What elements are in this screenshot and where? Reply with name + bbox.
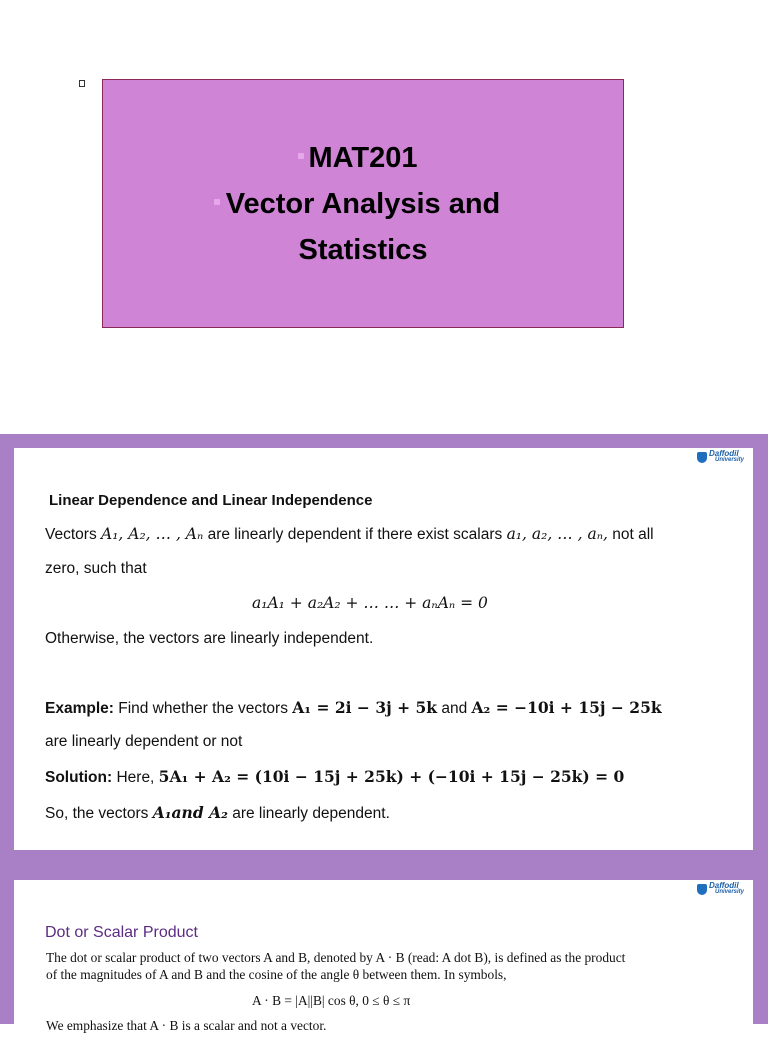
independence-note: Otherwise, the vectors are linearly independent. bbox=[45, 630, 374, 647]
slide-content bbox=[14, 448, 753, 850]
solution-line: Solution: Here, 5A₁ + A₂ = (10i − 15j + 25k) + (−10i + 15j − 25k) = 0 bbox=[45, 767, 625, 786]
emphasis-line: We emphasize that A · B is a scalar and not a vector. bbox=[46, 1018, 327, 1033]
course-title-line-2: Statistics bbox=[298, 233, 428, 266]
title-box bbox=[102, 79, 624, 328]
section-heading: Linear Dependence and Linear Independence bbox=[49, 492, 373, 509]
university-logo: Daffodil University bbox=[697, 450, 744, 464]
example-continuation: are linearly dependent or not bbox=[45, 733, 243, 750]
definition-line-2: zero, such that bbox=[45, 560, 147, 577]
title-slide bbox=[0, 0, 768, 434]
course-title-line-1: Vector Analysis and bbox=[226, 181, 501, 227]
definition-line-1: The dot or scalar product of two vectors A and B, denoted by A · B (read: A dot B), is defined as the product bbox=[46, 950, 626, 965]
example-line: Example: Find whether the vectors A₁ = 2i − 3j + 5k and A₂ = −10i + 15j − 25k bbox=[45, 698, 662, 717]
university-logo: Daffodil University bbox=[697, 882, 744, 896]
conclusion-line: So, the vectors A₁and A₂ are linearly dependent. bbox=[45, 803, 390, 822]
dot-product-formula: A · B = |A||B| cos θ, 0 ≤ θ ≤ π bbox=[252, 993, 411, 1008]
shield-icon bbox=[697, 452, 707, 463]
linear-dependence-slide bbox=[0, 434, 768, 866]
definition-line-1: Vectors A₁, A₂, … , Aₙ are linearly dependent if there exist scalars a₁, a₂, … , aₙ, not all bbox=[45, 525, 654, 543]
slide-marker bbox=[79, 80, 85, 87]
shield-icon bbox=[697, 884, 707, 895]
dot-product-slide bbox=[0, 866, 768, 1033]
bullet-icon bbox=[298, 153, 304, 159]
slide-content bbox=[14, 880, 753, 1040]
section-heading: Dot or Scalar Product bbox=[45, 924, 198, 941]
definition-line-2: of the magnitudes of A and B and the cosine of the angle θ between them. In symbols, bbox=[46, 967, 507, 982]
course-code: MAT201 bbox=[308, 135, 417, 181]
dependence-equation: a₁A₁ + a₂A₂ + … … + aₙAₙ = 0 bbox=[252, 594, 488, 612]
bullet-icon bbox=[214, 199, 220, 205]
